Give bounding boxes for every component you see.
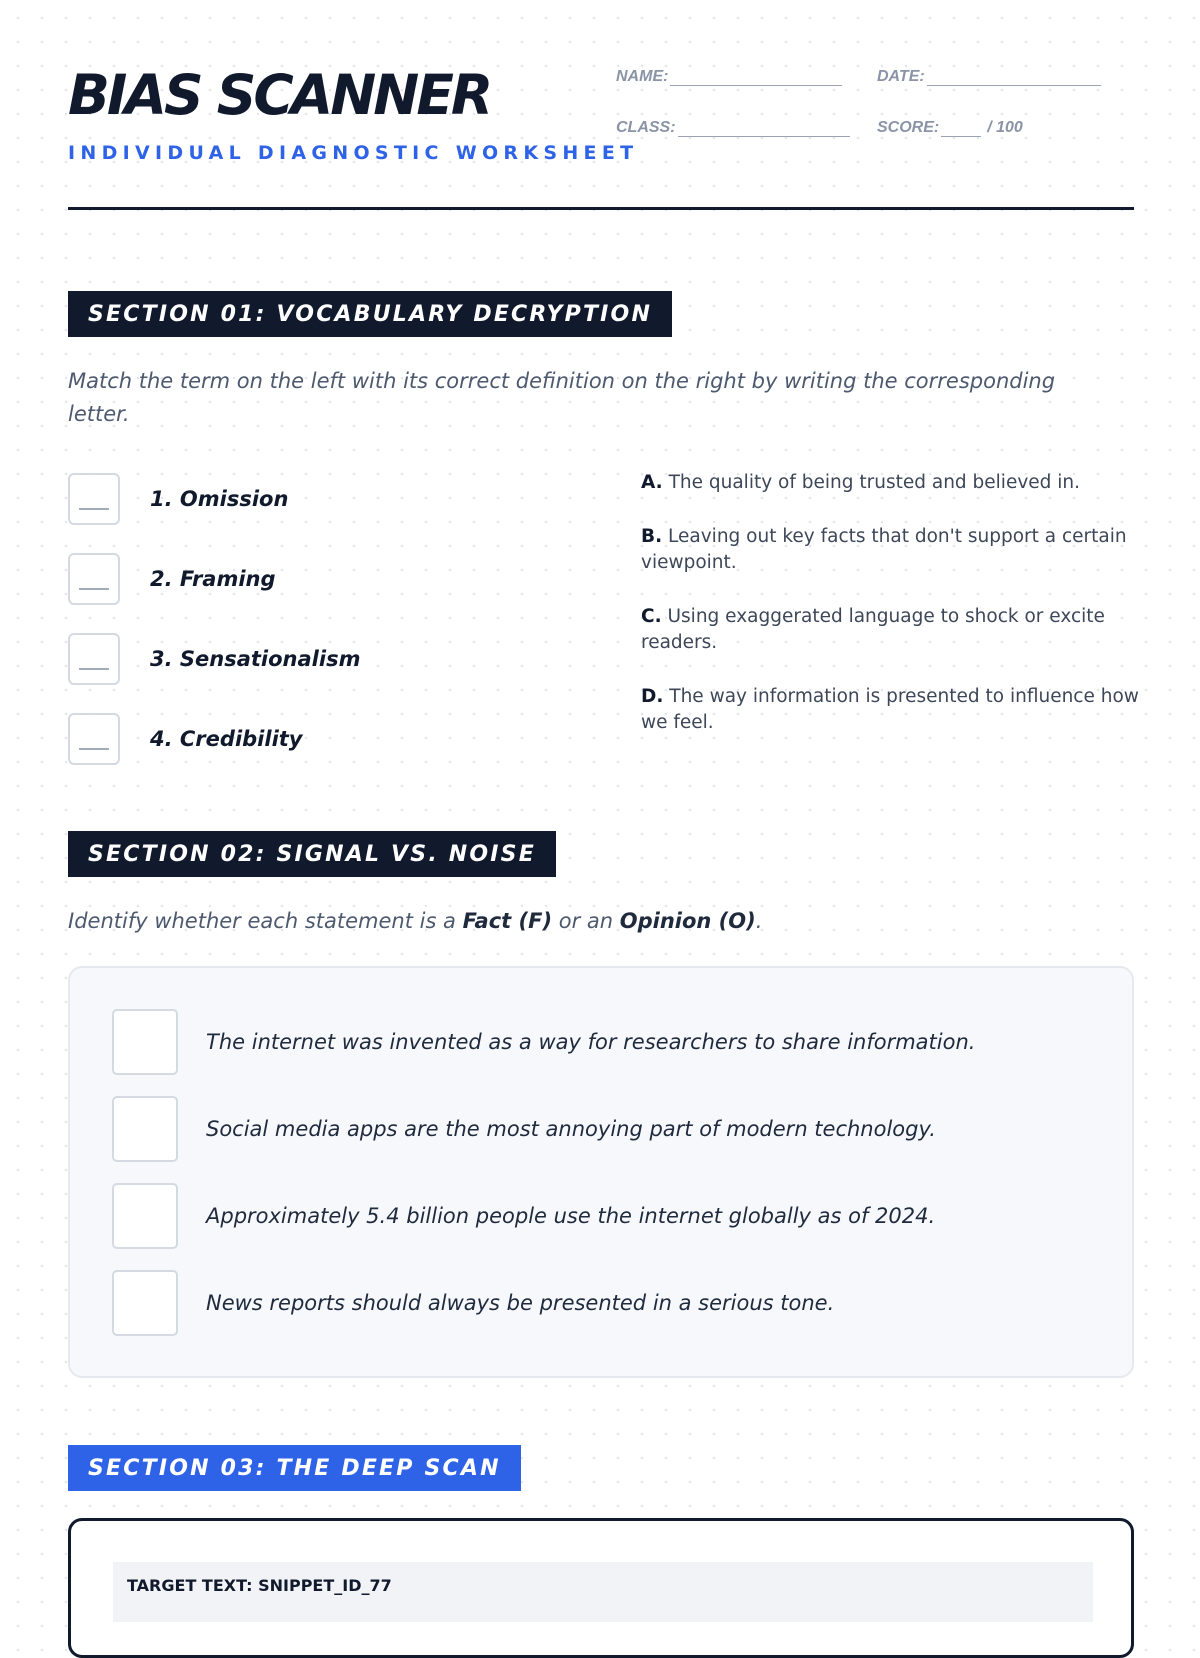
worksheet-page <box>68 0 1139 1595</box>
header-divider <box>68 207 1134 210</box>
answer-blank-box[interactable] <box>68 713 120 765</box>
statement-panel <box>68 966 1134 1378</box>
term-row <box>68 472 288 526</box>
term-label: 2. Framing <box>150 567 276 591</box>
score-label: SCORE: <box>877 119 940 136</box>
section-01-title: SECTION 01: VOCABULARY DECRYPTION <box>68 291 672 337</box>
name-blank-line[interactable] <box>670 71 842 86</box>
name-label: NAME: <box>616 68 669 85</box>
statement-row <box>112 1183 935 1249</box>
worksheet-subtitle: INDIVIDUAL DIAGNOSTIC WORKSHEET <box>68 142 639 164</box>
statement-row <box>112 1270 834 1336</box>
class-blank-line[interactable] <box>678 122 850 137</box>
section-01-instructions: Match the term on the left with its correct definition on the right by writing the corresponding letter. <box>68 369 1056 426</box>
statement-text: The internet was invented as a way for researchers to share information. <box>206 1030 976 1054</box>
date-label: DATE: <box>877 68 925 85</box>
section-03-title: SECTION 03: THE DEEP SCAN <box>68 1445 521 1491</box>
term-label: 1. Omission <box>150 487 289 511</box>
fact-opinion-answer-box[interactable] <box>112 1096 178 1162</box>
statement-text: Social media apps are the most annoying part of modern technology. <box>206 1117 936 1141</box>
target-text-label: TARGET TEXT: SNIPPET_ID_77 <box>113 1562 1093 1622</box>
fact-opinion-answer-box[interactable] <box>112 1183 178 1249</box>
term-label: 3. Sensationalism <box>150 647 361 671</box>
worksheet-title: BIAS SCANNER <box>68 63 491 127</box>
instructions-prefix: Identify whether each statement is a <box>68 909 463 933</box>
score-blank-line[interactable] <box>941 122 981 137</box>
term-row <box>68 632 360 686</box>
answer-blank-box[interactable] <box>68 553 120 605</box>
term-label: 4. Credibility <box>150 727 303 751</box>
definition-item <box>641 604 1141 656</box>
name-field[interactable] <box>616 68 842 86</box>
definition-item <box>641 684 1141 736</box>
instructions-middle: or an <box>552 909 620 933</box>
score-field[interactable] <box>877 119 1023 137</box>
statement-row <box>112 1096 936 1162</box>
definition-letter: C. <box>641 606 662 627</box>
class-field[interactable] <box>616 119 850 137</box>
date-field[interactable] <box>877 68 1101 86</box>
definition-text: The quality of being trusted and believed in. <box>668 472 1081 493</box>
answer-blank-box[interactable] <box>68 473 120 525</box>
definition-item <box>641 470 1141 496</box>
statement-text: News reports should always be presented in a serious tone. <box>206 1291 835 1315</box>
definition-letter: A. <box>641 472 663 493</box>
fact-label: Fact (F) <box>462 909 553 933</box>
answer-blank-box[interactable] <box>68 633 120 685</box>
definition-text: Leaving out key facts that don't support a certain viewpoint. <box>641 526 1127 573</box>
class-label: CLASS: <box>616 119 676 136</box>
section-02-title: SECTION 02: SIGNAL VS. NOISE <box>68 831 556 877</box>
definition-letter: D. <box>641 686 664 707</box>
definition-text: Using exaggerated language to shock or excite readers. <box>641 606 1105 653</box>
fact-opinion-answer-box[interactable] <box>112 1270 178 1336</box>
term-row <box>68 552 276 606</box>
section-02-instructions <box>68 905 1108 938</box>
date-blank-line[interactable] <box>927 71 1101 86</box>
fact-opinion-answer-box[interactable] <box>112 1009 178 1075</box>
worksheet-header <box>68 0 1134 212</box>
definition-text: The way information is presented to influence how we feel. <box>641 686 1139 733</box>
statement-text: Approximately 5.4 billion people use the internet globally as of 2024. <box>206 1204 936 1228</box>
term-row <box>68 712 303 766</box>
deep-scan-box <box>68 1518 1134 1658</box>
definition-item <box>641 524 1141 576</box>
statement-row <box>112 1009 975 1075</box>
score-suffix: / 100 <box>987 119 1023 136</box>
opinion-label: Opinion (O) <box>619 909 756 933</box>
definition-letter: B. <box>641 526 663 547</box>
instructions-suffix: . <box>755 909 763 933</box>
